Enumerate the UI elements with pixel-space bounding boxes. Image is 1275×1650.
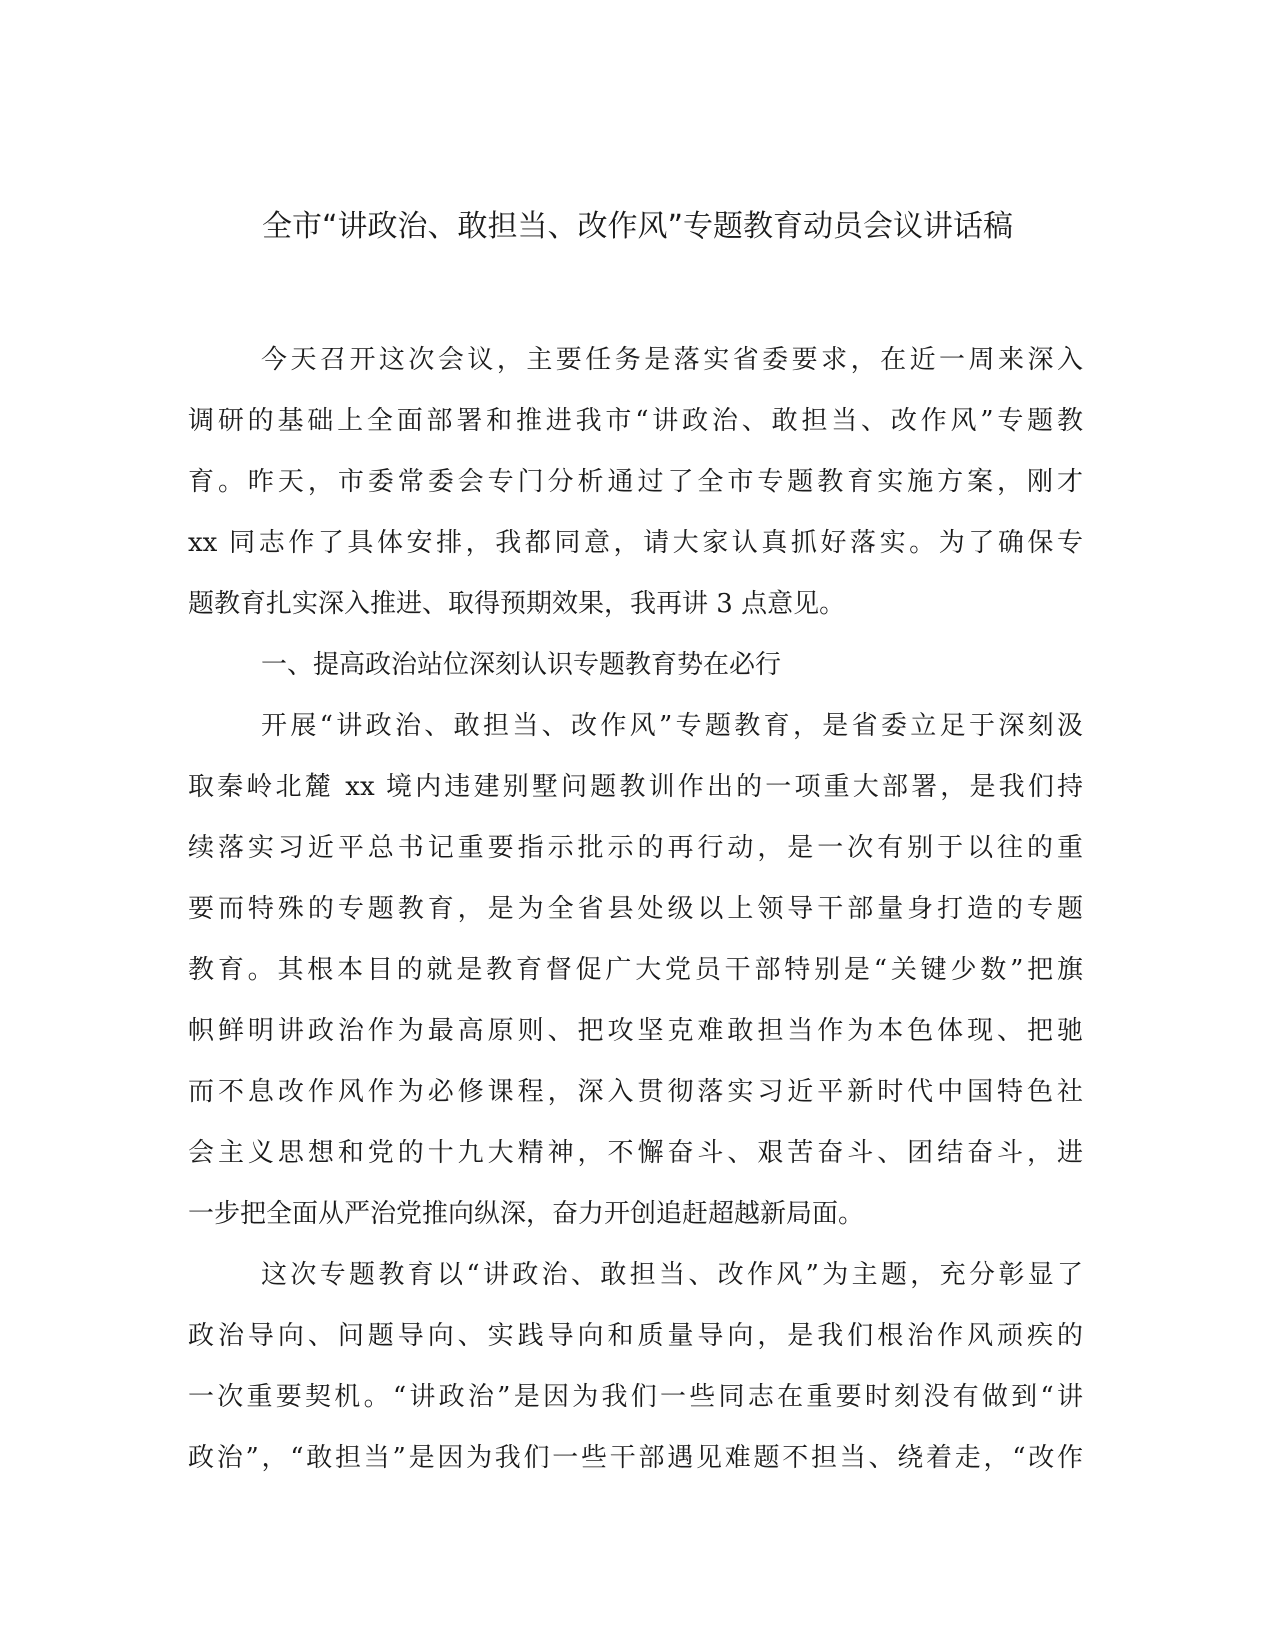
body-text-line: 一步把全面从严治党推向纵深，奋力开创追赶超越新局面。 [188, 1199, 865, 1229]
body-text-line: 教育。其根本目的就是教育督促广大党员干部特别是“关键少数”把旗 [188, 955, 1083, 985]
body-text-line: 帜鲜明讲政治作为最高原则、把攻坚克难敢担当作为本色体现、把驰 [188, 1016, 1083, 1046]
document-body [188, 330, 1083, 1489]
body-text-line: 今天召开这次会议，主要任务是落实省委要求，在近一周来深入 [261, 345, 1083, 375]
body-text-line: 育。昨天，市委常委会专门分析通过了全市专题教育实施方案，刚才 [188, 467, 1083, 497]
document-title: 全市“讲政治、敢担当、改作风”专题教育动员会议讲话稿 [261, 209, 1014, 244]
body-text-line: 要而特殊的专题教育，是为全省县处级以上领导干部量身打造的专题 [188, 894, 1083, 924]
body-text-line: 题教育扎实深入推进、取得预期效果，我再讲 3 点意见。 [188, 589, 846, 619]
body-text-line: 这次专题教育以“讲政治、敢担当、改作风”为主题，充分彰显了 [261, 1260, 1083, 1290]
body-text-line: 一、提高政治站位深刻认识专题教育势在必行 [261, 650, 782, 680]
body-text-line: 政治”，“敢担当”是因为我们一些干部遇见难题不担当、绕着走，“改作 [188, 1443, 1083, 1473]
body-text-line: 调研的基础上全面部署和推进我市“讲政治、敢担当、改作风”专题教 [188, 406, 1083, 436]
body-text-line: 取秦岭北麓 xx 境内违建别墅问题教训作出的一项重大部署，是我们持 [188, 772, 1083, 802]
body-text-line: 而不息改作风作为必修课程，深入贯彻落实习近平新时代中国特色社 [188, 1077, 1083, 1107]
body-text-line: 开展“讲政治、敢担当、改作风”专题教育，是省委立足于深刻汲 [261, 711, 1083, 741]
body-text-line: 会主义思想和党的十九大精神，不懈奋斗、艰苦奋斗、团结奋斗，进 [188, 1138, 1083, 1168]
body-text-line: 续落实习近平总书记重要指示批示的再行动，是一次有别于以往的重 [188, 833, 1083, 863]
body-text-line: 一次重要契机。“讲政治”是因为我们一些同志在重要时刻没有做到“讲 [188, 1382, 1083, 1412]
body-text-line: 政治导向、问题导向、实践导向和质量导向，是我们根治作风顽疾的 [188, 1321, 1083, 1351]
body-text-line: xx 同志作了具体安排，我都同意，请大家认真抓好落实。为了确保专 [188, 528, 1083, 558]
